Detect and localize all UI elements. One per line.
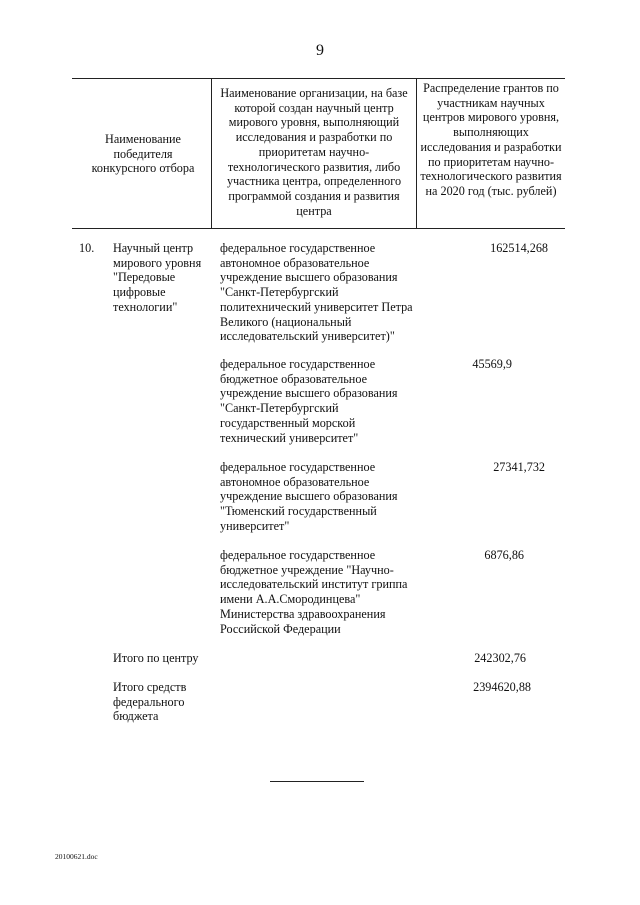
column-divider-1	[211, 78, 212, 228]
center-total-label: Итого по центру	[113, 651, 199, 665]
participant-amount: 27341,732	[493, 460, 545, 474]
participant-name: федеральное государственное автономное образовательное учреждение высшего образования "Тюменский государственный университет"	[220, 460, 398, 533]
participant-amount: 6876,86	[484, 548, 524, 562]
closing-separator	[270, 781, 364, 782]
participant-amount: 45569,9	[472, 357, 512, 371]
participant-name: федеральное государственное автономное образовательное учреждение высшего образования "Санкт-Петербургский политехнический университет Петра Великого (национальный исследовательский университет)"	[220, 241, 413, 344]
winner-name: Научный центр мирового уровня "Передовые цифровые технологии"	[113, 241, 202, 314]
header-winner: Наименование победителя конкурсного отбора	[91, 132, 195, 176]
center-total-amount: 242302,76	[474, 651, 526, 665]
row-number: 10.	[79, 241, 95, 255]
table-top-rule	[72, 78, 565, 79]
participant-name: федеральное государственное бюджетное учреждение "Научно-исследовательский институт гриппа имени А.А.Смородинцева" Министерства здравоохранения Российской Федерации	[220, 548, 408, 636]
footer-file-code: 20100621.doc	[55, 852, 98, 861]
page-number: 9	[316, 42, 324, 59]
column-divider-2	[416, 78, 417, 228]
table-header-bottom-rule	[72, 228, 565, 229]
participant-amount: 162514,268	[490, 241, 548, 255]
header-organization: Наименование организации, на базе которой создан научный центр мирового уровня, выполняющий исследования и разработки по приоритетам научно-технологического развития, либо участника центра, определенного программой создания и развития центра	[220, 86, 408, 218]
budget-total-label: Итого средств федерального бюджета	[113, 680, 187, 724]
participant-name: федеральное государственное бюджетное образовательное учреждение высшего образования "Санкт-Петербургский государственный морской технический университет"	[220, 357, 398, 445]
header-grant-distribution: Распределение грантов по участникам научных центров мирового уровня, выполняющих исследования и разработки по приоритетам научно-технологического развития на 2020 год (тыс. рублей)	[420, 81, 562, 198]
budget-total-amount: 2394620,88	[473, 680, 531, 694]
